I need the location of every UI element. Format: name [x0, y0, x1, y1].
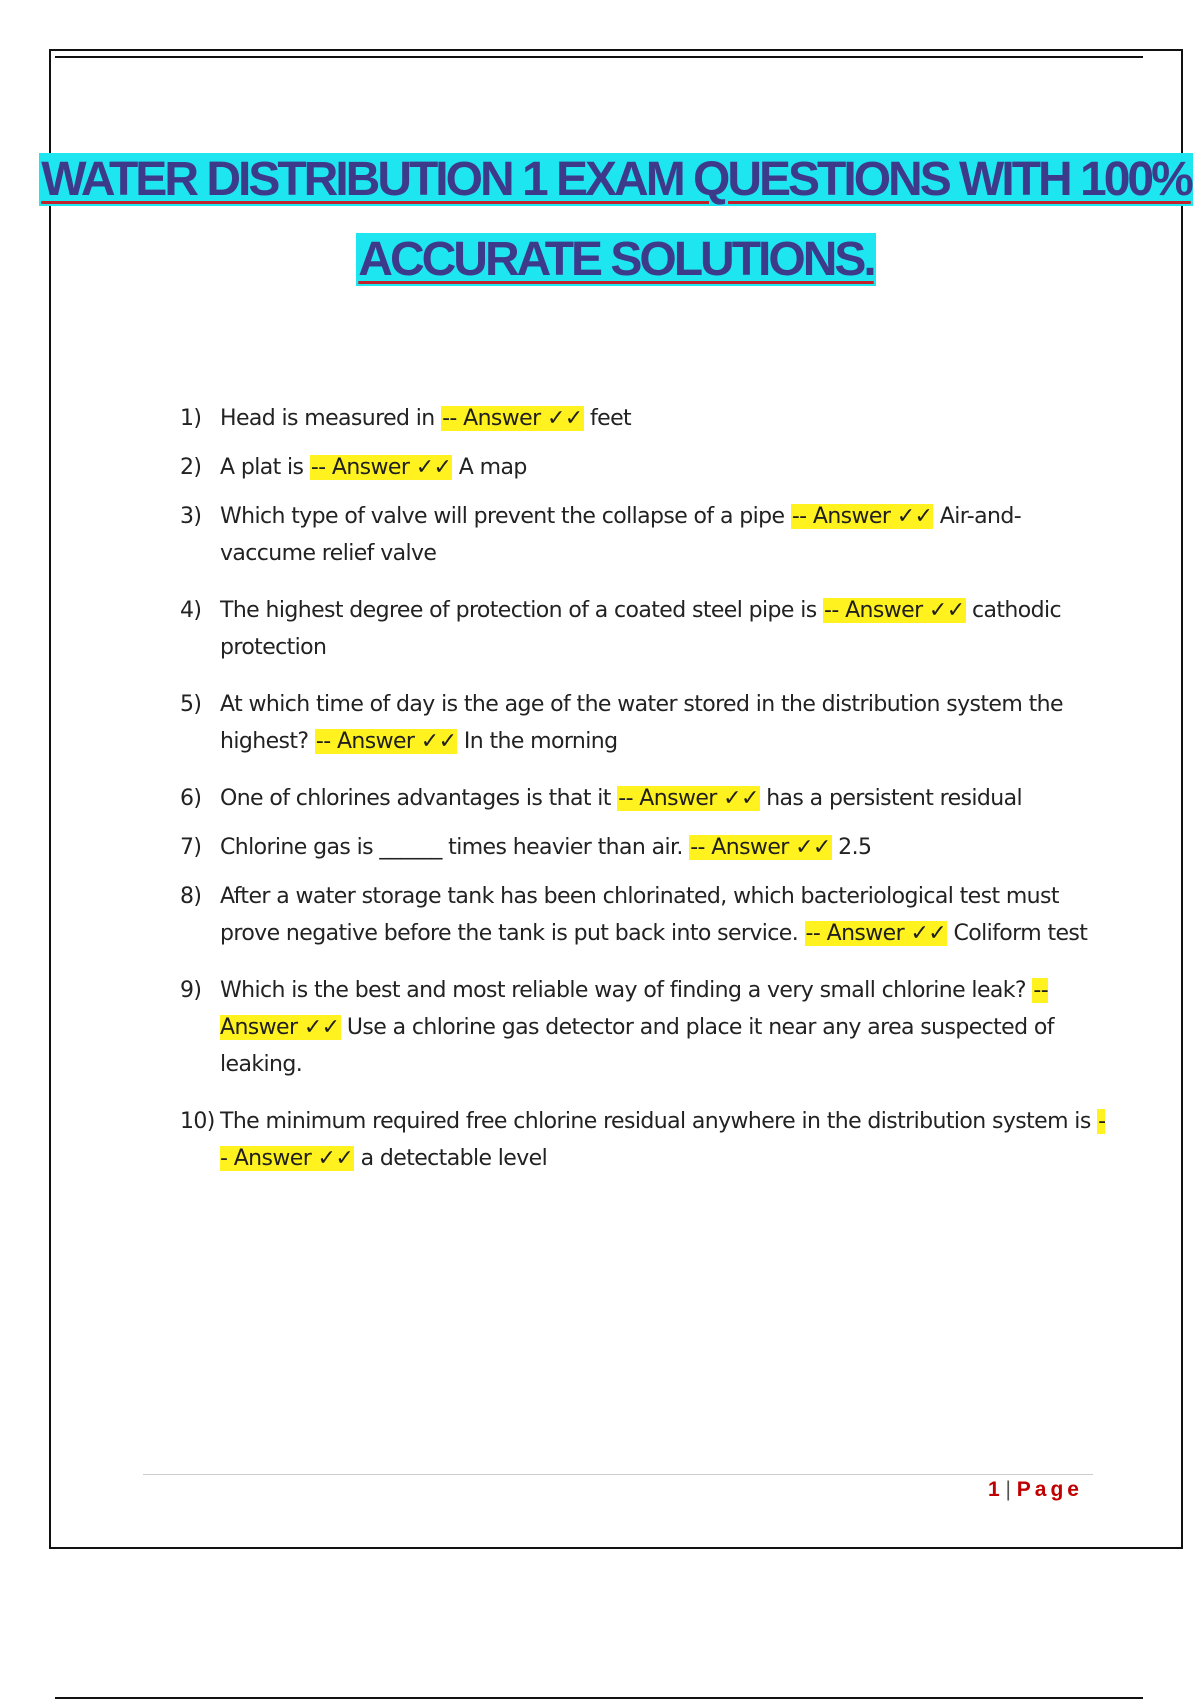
- page-number: [988, 1478, 1083, 1502]
- question-text: The minimum required free chlorine residual anywhere in the distribution system is: [220, 1109, 1091, 1134]
- answer-text: Air-and-vaccume relief valve: [220, 504, 1022, 566]
- question-number: 5): [180, 692, 202, 717]
- page-number-value: 1: [987, 1478, 1000, 1501]
- page-number-separator: |: [1005, 1478, 1011, 1501]
- question-text: At which time of day is the age of the water stored in the distribution system the highest?: [220, 692, 1063, 754]
- question-item: [180, 780, 1110, 817]
- question-text: Chlorine gas is ______ times heavier than air.: [220, 835, 683, 860]
- question-text: A plat is: [220, 455, 304, 480]
- page-word: Page: [1016, 1478, 1083, 1501]
- question-number: 7): [180, 835, 202, 860]
- question-item: [180, 686, 1110, 760]
- answer-text: has a persistent residual: [766, 786, 1023, 811]
- answer-text: In the morning: [463, 729, 618, 754]
- answer-text: cathodic protection: [220, 598, 1061, 660]
- question-number: 1): [180, 406, 202, 431]
- document-title: [0, 140, 1200, 300]
- answer-text: a detectable level: [360, 1146, 548, 1171]
- question-item: [180, 400, 1110, 437]
- question-number: 10): [180, 1109, 215, 1134]
- question-item: [180, 829, 1110, 866]
- question-number: 8): [180, 884, 202, 909]
- question-text: Which is the best and most reliable way of finding a very small chlorine leak?: [220, 978, 1026, 1003]
- question-text: Head is measured in: [220, 406, 435, 431]
- answer-marker: -- Answer ✓✓: [310, 455, 452, 480]
- top-rule: [55, 56, 1143, 58]
- answer-text: A map: [458, 455, 527, 480]
- title-line-1: WATER DISTRIBUTION 1 EXAM QUESTIONS WITH 100%: [41, 153, 1191, 206]
- answer-text: 2.5: [838, 835, 872, 860]
- question-number: 2): [180, 455, 202, 480]
- question-item: [180, 449, 1110, 486]
- answer-marker: -- Answer ✓✓: [220, 978, 1049, 1040]
- question-item: [180, 1103, 1110, 1177]
- question-text: After a water storage tank has been chlorinated, which bacteriological test must prove negative before the tank is put back into service.: [220, 884, 1059, 946]
- question-text: The highest degree of protection of a coated steel pipe is: [220, 598, 817, 623]
- answer-marker: -- Answer ✓✓: [315, 729, 457, 754]
- question-item: [180, 972, 1110, 1083]
- answer-marker: -- Answer ✓✓: [220, 1109, 1106, 1171]
- answer-marker: -- Answer ✓✓: [824, 598, 965, 623]
- question-number: 3): [180, 504, 202, 529]
- question-item: [180, 592, 1110, 666]
- answer-marker: -- Answer ✓✓: [791, 504, 933, 529]
- answer-marker: -- Answer ✓✓: [618, 786, 759, 811]
- question-text: One of chlorines advantages is that it: [220, 786, 611, 811]
- bottom-rule: [55, 1697, 1143, 1699]
- answer-marker: -- Answer ✓✓: [690, 835, 831, 860]
- answer-text: Use a chlorine gas detector and place it near any area suspected of leaking.: [220, 1015, 1054, 1077]
- question-text: Which type of valve will prevent the collapse of a pipe: [220, 504, 785, 529]
- question-number: 6): [180, 786, 202, 811]
- question-number: 4): [180, 598, 202, 623]
- footer-rule: [143, 1474, 1093, 1475]
- title-line-2: ACCURATE SOLUTIONS.: [358, 233, 874, 286]
- answer-marker: -- Answer ✓✓: [805, 921, 947, 946]
- answer-text: Coliform test: [953, 921, 1088, 946]
- question-list: [180, 400, 1110, 1177]
- question-number: 9): [180, 978, 202, 1003]
- question-item: [180, 878, 1110, 952]
- question-item: [180, 498, 1110, 572]
- answer-marker: -- Answer ✓✓: [442, 406, 583, 431]
- answer-text: feet: [590, 406, 632, 431]
